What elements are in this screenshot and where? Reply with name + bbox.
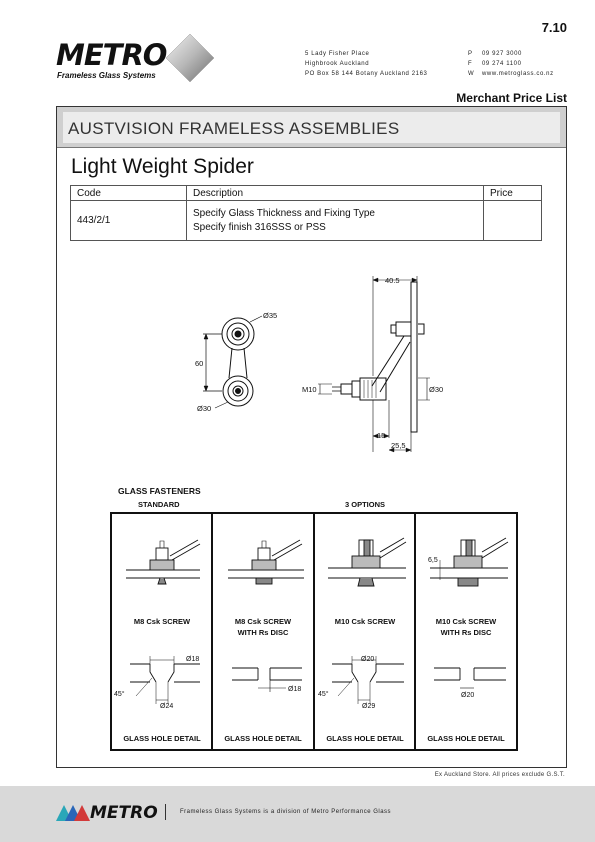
standard-label: STANDARD (138, 500, 180, 509)
dim-label: Ø20 (461, 692, 475, 699)
dim-top-width: 40.5 (385, 276, 400, 285)
column-header-description: Description (187, 186, 484, 201)
description-line: Specify Glass Thickness and Fixing Type (193, 207, 375, 219)
dim-side-dia: Ø30 (429, 385, 444, 394)
footer-brand-name: METRO (90, 803, 158, 823)
dim-25: 25,5 (391, 441, 406, 450)
dim-label: 45° (114, 691, 125, 698)
fastener-name: M10 Csk SCREW (435, 617, 497, 626)
fastener-name-sub: WITH Rs DISC (440, 628, 492, 637)
merchant-price-list-label: Merchant Price List (456, 91, 567, 105)
address-line: Highbrook Auckland (305, 61, 370, 67)
fax-value: 09 274 1100 (482, 61, 522, 67)
dim-label: 6,5 (428, 557, 438, 564)
fasteners-heading: GLASS FASTENERS (118, 486, 201, 496)
fastener-name: M8 Csk SCREW (234, 617, 292, 626)
spider-side-view (318, 276, 430, 452)
glass-hole-label: GLASS HOLE DETAIL (427, 734, 505, 743)
address-line: PO Box 58 144 Botany Auckland 2163 (305, 71, 428, 77)
dim-15: 15 (377, 431, 386, 440)
glass-hole-label: GLASS HOLE DETAIL (224, 734, 302, 743)
website-link[interactable]: www.metroglass.co.nz (482, 71, 554, 77)
contact-key: P (468, 51, 473, 57)
dim-label: Ø18 (186, 656, 200, 663)
dim-thread: M10 (302, 385, 317, 394)
footer-divider (165, 804, 166, 820)
fastener-name: M10 Csk SCREW (334, 617, 396, 626)
footer-note: Ex Auckland Store. All prices exclude G.S.T. (434, 772, 565, 778)
glass-hole-label: GLASS HOLE DETAIL (123, 734, 201, 743)
product-title: Light Weight Spider (71, 155, 254, 178)
address-line: 5 Lady Fisher Place (305, 51, 370, 57)
dim-dia-bottom: Ø30 (197, 404, 212, 413)
dim-height: 60 (195, 359, 204, 368)
dim-label: 45° (318, 691, 329, 698)
phone-value: 09 927 3000 (482, 51, 522, 57)
footer-logo (56, 803, 166, 825)
contact-key: F (468, 61, 473, 67)
fastener-cell (430, 538, 508, 688)
dim-label: Ø29 (362, 703, 376, 710)
fastener-cell (228, 540, 304, 692)
fastener-name-sub: WITH Rs DISC (237, 628, 289, 637)
dim-dia-top: Ø35 (263, 311, 278, 320)
description-line: Specify finish 316SSS or PSS (193, 221, 326, 233)
spider-front-view (203, 316, 262, 408)
page-number: 7.10 (541, 20, 567, 35)
brand-name: METRO (56, 38, 167, 72)
brand-subtitle: Frameless Glass Systems (57, 71, 156, 80)
section-title: AUSTVISION FRAMELESS ASSEMBLIES (68, 119, 400, 138)
column-header-code: Code (71, 186, 187, 201)
dim-label: Ø24 (160, 703, 174, 710)
dim-label: Ø18 (288, 686, 302, 693)
fastener-name: M8 Csk SCREW (133, 617, 191, 626)
dim-label: Ø20 (361, 656, 375, 663)
options-label: 3 OPTIONS (345, 500, 386, 509)
column-header-price: Price (484, 186, 542, 201)
metro-triangles-icon (56, 803, 90, 823)
footer-tagline: Frameless Glass Systems is a division of Metro Performance Glass (180, 809, 392, 815)
glass-hole-label: GLASS HOLE DETAIL (326, 734, 404, 743)
product-code: 443/2/1 (71, 201, 187, 241)
footer-bar (0, 786, 595, 842)
contact-key: W (468, 71, 475, 77)
